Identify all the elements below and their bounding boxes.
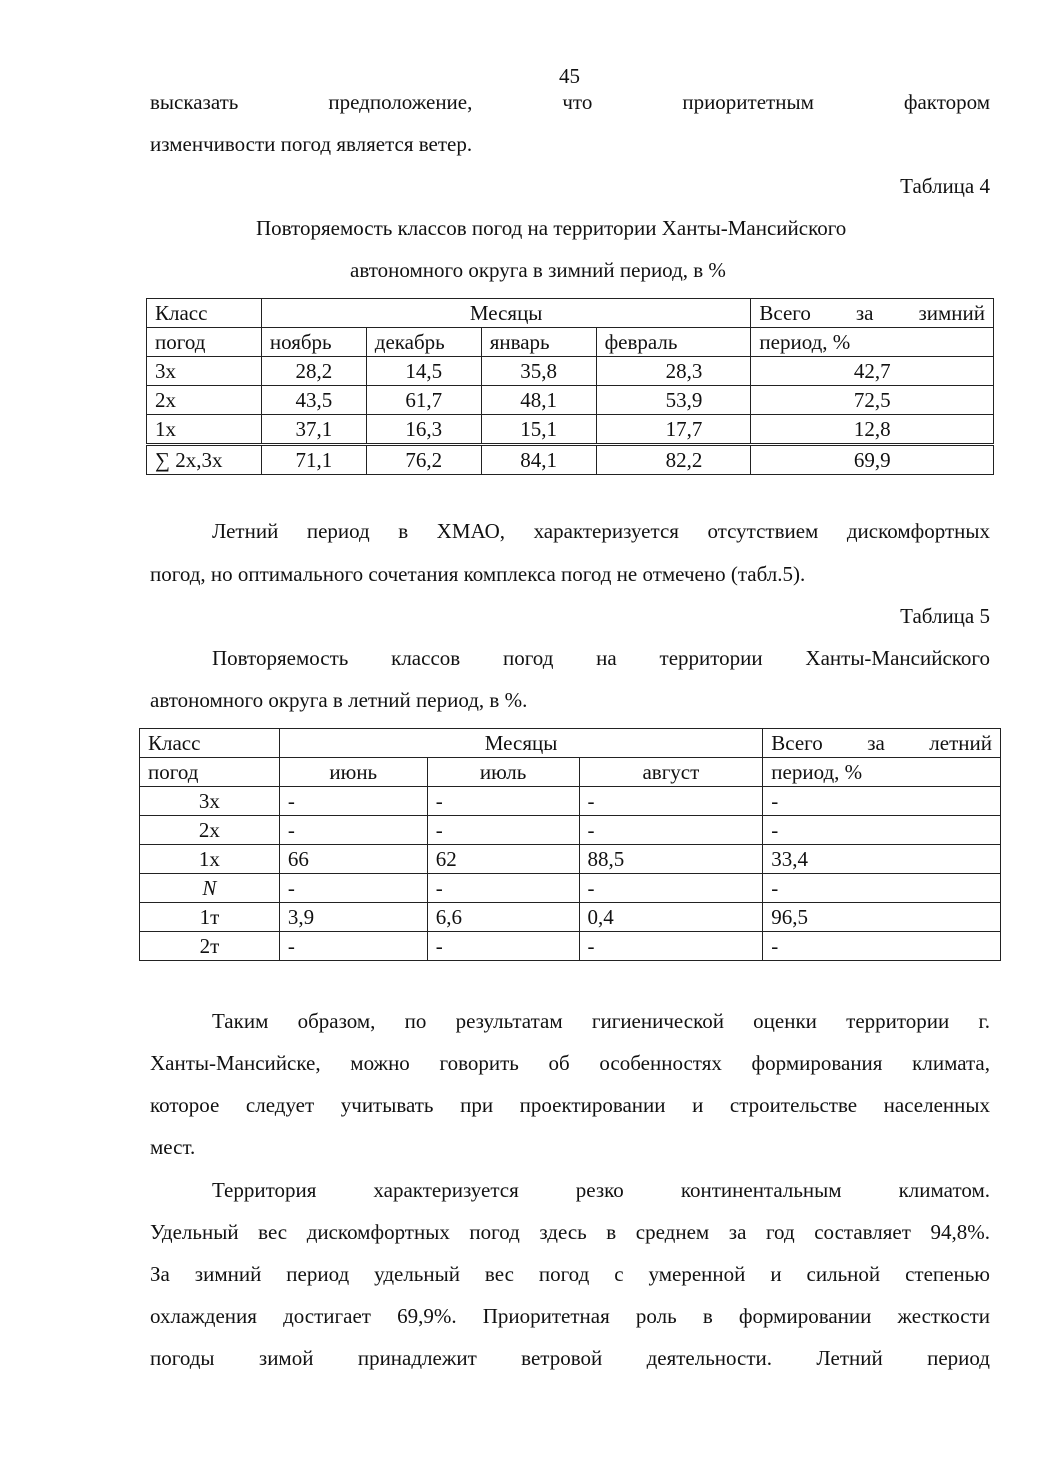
table5-title-line-2: автономного округа в летний период, в %. [150,688,528,712]
month-header: июль [427,758,579,787]
value-cell: - [427,787,579,816]
month-header: июнь [279,758,427,787]
class-cell: 1х [140,845,280,874]
table5-label: Таблица 5 [900,604,990,628]
table5-title-line-1: Повторяемость классов погод на территории Ханты-Мансийского [212,646,990,670]
value-cell: 15,1 [481,415,596,445]
class-header-cont: погод [147,328,262,357]
value-cell: 71,1 [261,445,366,475]
table-row [147,357,994,386]
class-header: Класс [147,299,262,328]
page-number: 45 [559,64,580,88]
value-cell: 53,9 [596,386,751,415]
value-cell: 16,3 [366,415,481,445]
class-cell: 1х [147,415,262,445]
value-cell: 3,9 [279,903,427,932]
summer-weather-table [139,728,1001,961]
months-header: Месяцы [279,729,762,758]
total-header-cont: период, % [751,328,994,357]
para3-line-4: мест. [150,1135,196,1159]
para2-line-1: Летний период в ХМАО, характеризуется отсутствием дискомфортных [212,519,990,543]
total-header: Всего за летний [763,729,1001,758]
total-cell: - [763,932,1001,961]
class-cell: 3х [140,787,280,816]
value-cell: - [579,816,763,845]
table-row [147,415,994,445]
para2-line-2: погод, но оптимального сочетания комплекса погод не отмечено (табл.5). [150,562,806,586]
total-cell: 69,9 [751,445,994,475]
value-cell: 28,2 [261,357,366,386]
value-cell: 82,2 [596,445,751,475]
value-cell: 6,6 [427,903,579,932]
table4-label: Таблица 4 [900,174,990,198]
para3-line-1: Таким образом, по результатам гигиенической оценки территории г. [212,1009,990,1033]
value-cell: - [279,874,427,903]
table4-title-line-2: автономного округа в зимний период, в % [350,258,726,282]
value-cell: 0,4 [579,903,763,932]
value-cell: 76,2 [366,445,481,475]
total-header: Всего за зимний [751,299,994,328]
table-row [147,386,994,415]
month-header: ноябрь [261,328,366,357]
table-row [140,787,1001,816]
para4-line-2: Удельный вес дискомфортных погод здесь в среднем за год составляет 94,8%. [150,1220,990,1244]
intro-line-1: высказать предположение, что приоритетным фактором [150,90,990,114]
class-cell: N [140,874,280,903]
table-row [140,932,1001,961]
class-header: Класс [140,729,280,758]
total-cell: - [763,787,1001,816]
months-header: Месяцы [261,299,751,328]
para4-line-1: Территория характеризуется резко континентальным климатом. [212,1178,990,1202]
para3-line-2: Ханты-Мансийске, можно говорить об особенностях формирования климата, [150,1051,990,1075]
class-cell: ∑ 2х,3х [147,445,262,475]
value-cell: - [579,787,763,816]
para4-line-4: охлаждения достигает 69,9%. Приоритетная роль в формировании жесткости [150,1304,990,1328]
value-cell: 37,1 [261,415,366,445]
month-header: август [579,758,763,787]
value-cell: - [279,932,427,961]
value-cell: 61,7 [366,386,481,415]
table4-title-line-1: Повторяемость классов погод на территории Ханты-Мансийского [256,216,847,240]
intro-line-2: изменчивости погод является ветер. [150,132,473,156]
total-cell: 12,8 [751,415,994,445]
table-row [140,903,1001,932]
class-cell: 2х [147,386,262,415]
value-cell: 14,5 [366,357,481,386]
value-cell: - [279,787,427,816]
value-cell: 66 [279,845,427,874]
total-header-cont: период, % [763,758,1001,787]
month-header: декабрь [366,328,481,357]
month-header: январь [481,328,596,357]
total-cell: - [763,816,1001,845]
total-cell: 42,7 [751,357,994,386]
table-row [140,816,1001,845]
class-cell: 2т [140,932,280,961]
month-header: февраль [596,328,751,357]
class-cell: 1т [140,903,280,932]
value-cell: 84,1 [481,445,596,475]
table-row [140,845,1001,874]
para4-line-3: За зимний период удельный вес погод с умеренной и сильной степенью [150,1262,990,1286]
para3-line-3: которое следует учитывать при проектировании и строительстве населенных [150,1093,990,1117]
total-cell: 33,4 [763,845,1001,874]
value-cell: - [579,932,763,961]
class-header-cont: погод [140,758,280,787]
value-cell: 43,5 [261,386,366,415]
winter-weather-table [146,298,994,475]
table-row [147,445,994,475]
value-cell: 35,8 [481,357,596,386]
total-cell: 72,5 [751,386,994,415]
value-cell: 88,5 [579,845,763,874]
value-cell: 62 [427,845,579,874]
value-cell: 28,3 [596,357,751,386]
class-cell: 2х [140,816,280,845]
value-cell: 48,1 [481,386,596,415]
value-cell: - [427,932,579,961]
value-cell: - [427,874,579,903]
total-cell: 96,5 [763,903,1001,932]
total-cell: - [763,874,1001,903]
value-cell: - [279,816,427,845]
table-row [140,874,1001,903]
class-cell: 3х [147,357,262,386]
value-cell: - [579,874,763,903]
value-cell: 17,7 [596,415,751,445]
para4-line-5: погоды зимой принадлежит ветровой деятельности. Летний период [150,1346,990,1370]
value-cell: - [427,816,579,845]
